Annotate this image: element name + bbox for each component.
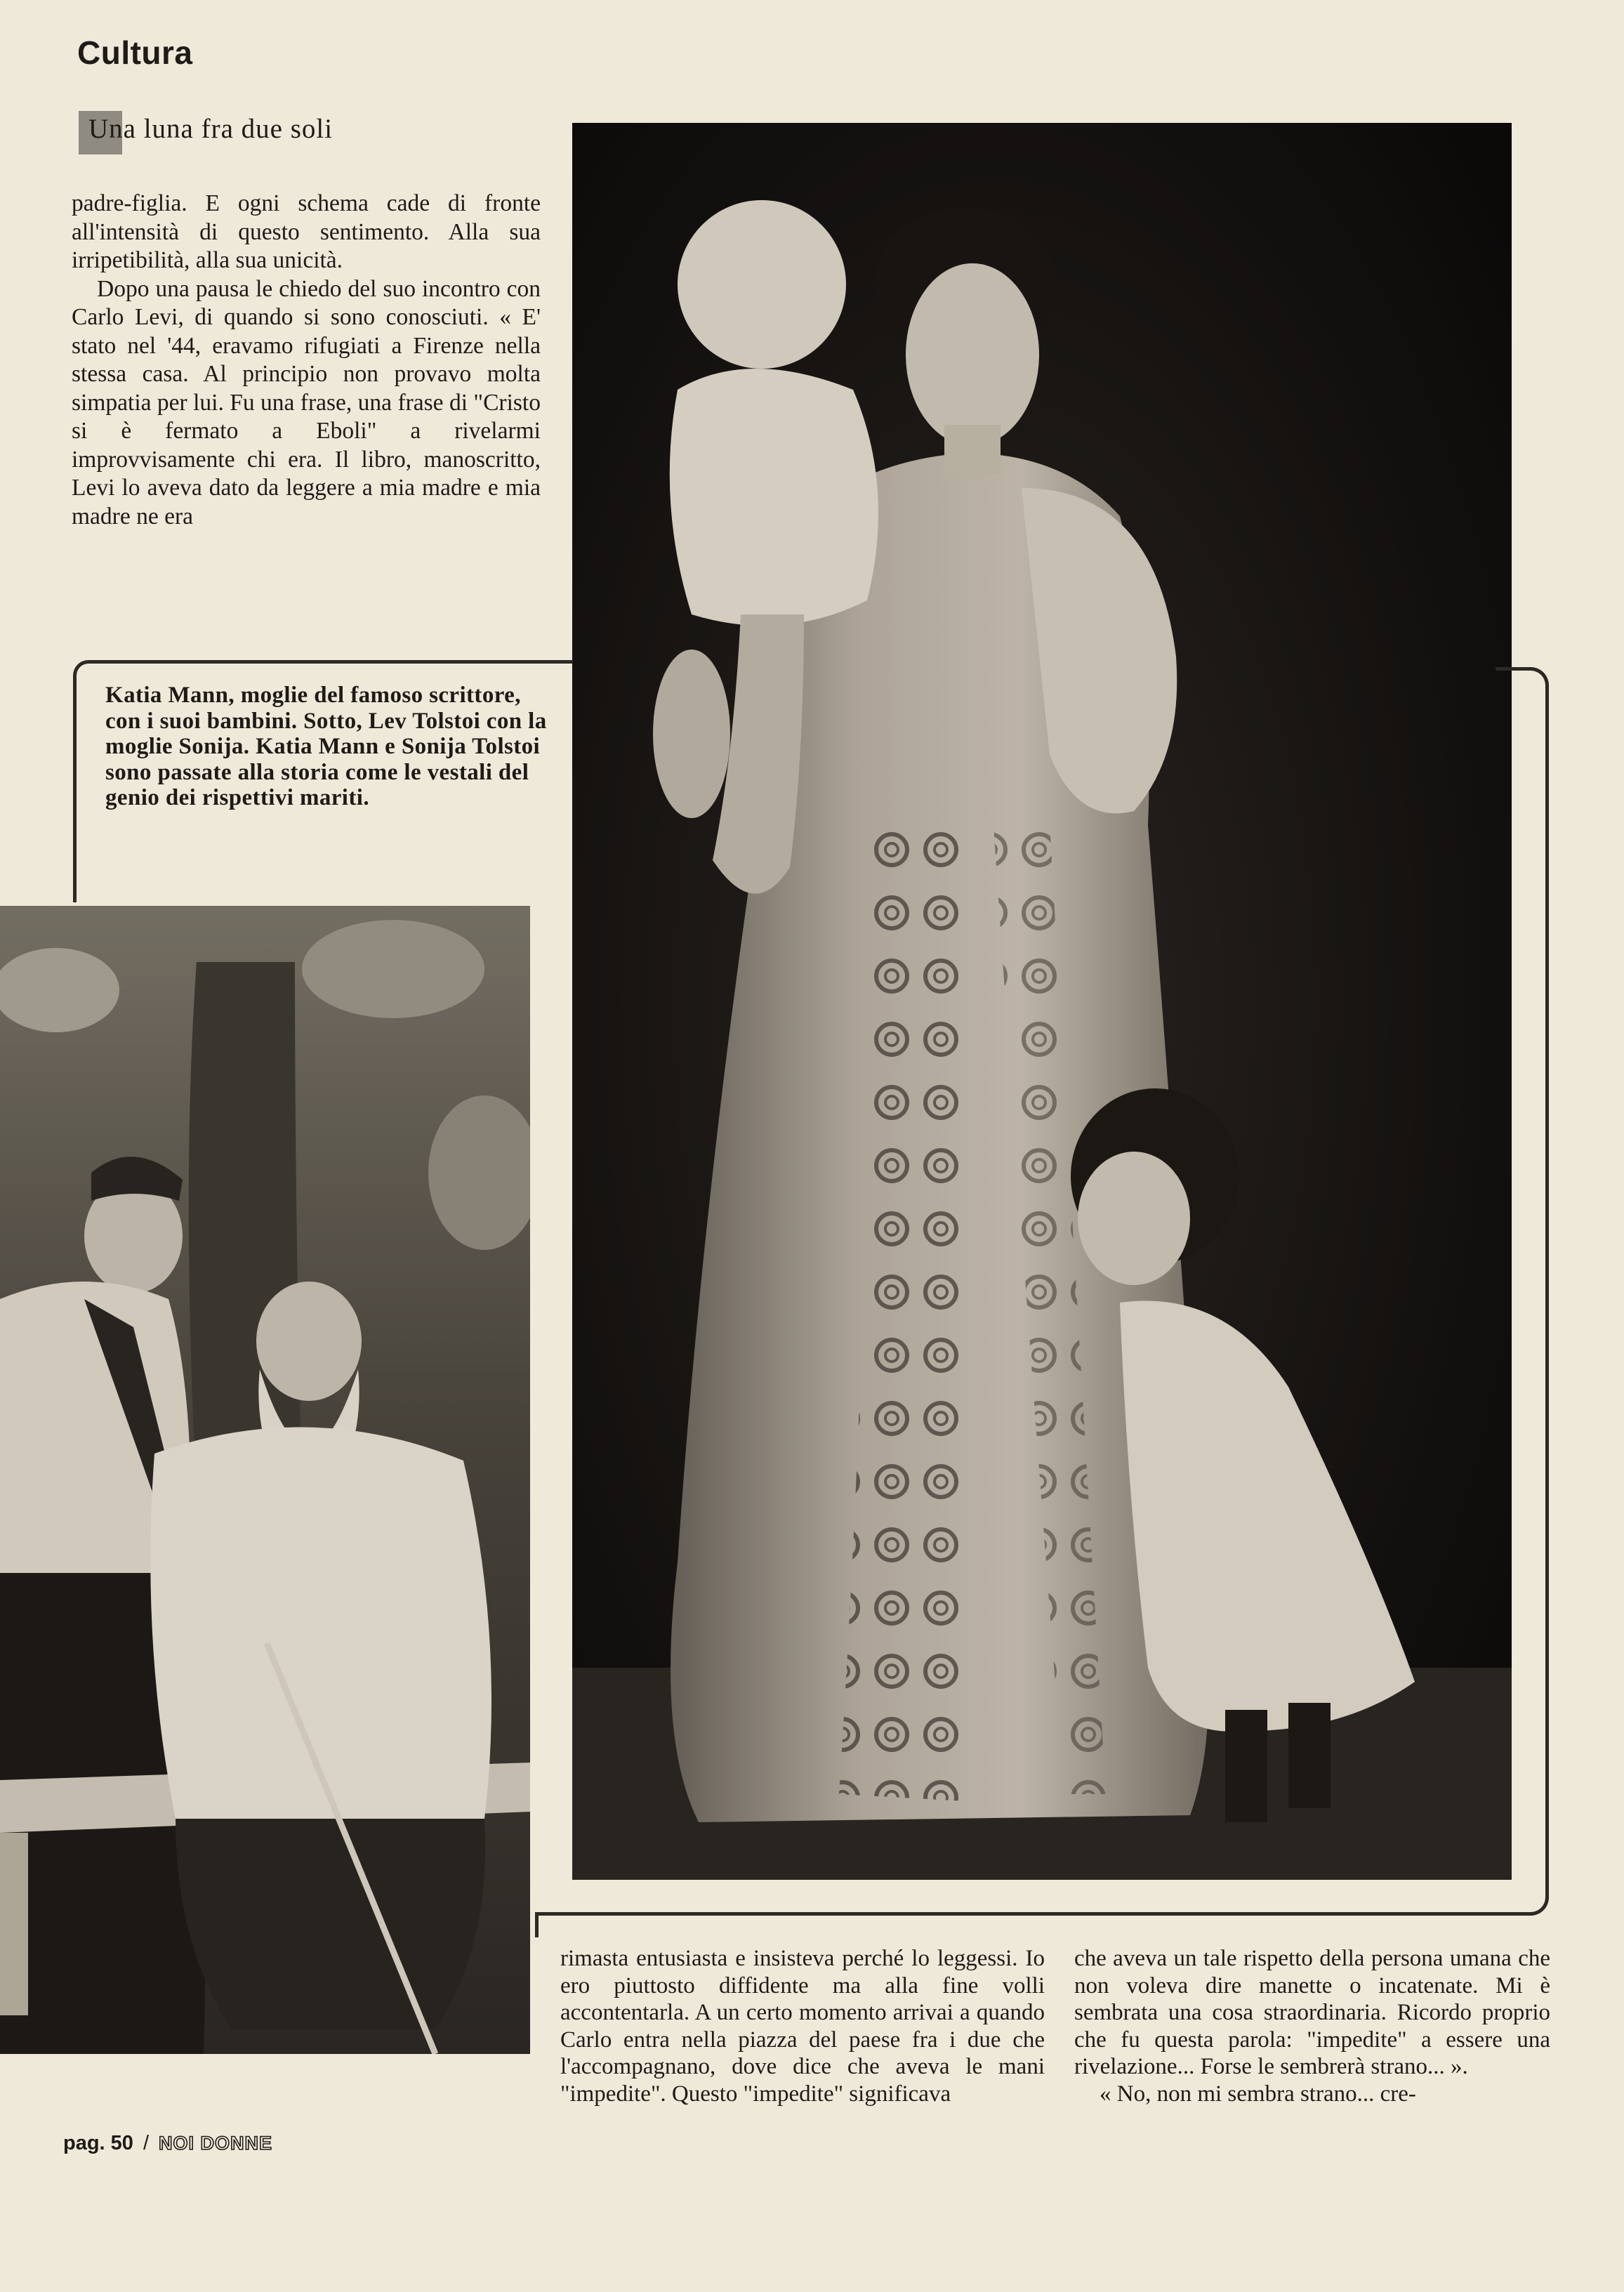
article-column-top [72, 190, 541, 531]
photo-caption: Katia Mann, moglie del famoso scrittore, con i suoi bambini. Sotto, Lev Tolstoi con la moglie Sonija. Katia Mann e Sonija Tolstoi sono passate alla storia come le vestali del genio dei rispettivi mariti. [105, 683, 547, 810]
footer-separator: / [143, 2132, 149, 2154]
page-number: pag. 50 [63, 2132, 133, 2154]
article-running-title [79, 107, 333, 150]
paragraph: rimasta entusiasta e insisteva perché lo leggessi. Io ero piuttosto diffidente ma alla fine volli accontentarla. A un certo momento arrivai a quando Carlo entra nella piazza del paese fra i due che l'accompagnano, dove dice che aveva le mani "impedite". Questo "impedite" significava [560, 1946, 1045, 2107]
photo-tolstoi [0, 906, 530, 2054]
page-footer [63, 2132, 272, 2155]
frame-line-right [1496, 667, 1549, 1916]
paragraph: padre-figlia. E ogni schema cade di fronte all'intensità di questo sentimento. Alla sua irripetibilità, alla sua unicità. [72, 190, 541, 273]
magazine-logo: NOI DONNE [159, 2133, 273, 2154]
frame-line-corner [535, 1912, 539, 1937]
article-column-bottom-left [560, 1945, 1045, 2107]
paragraph: Dopo una pausa le chiedo del suo incontro con Carlo Levi, di quando si sono conosciuti. « E' stato nel '44, eravamo rifugiati a Firenze nella stessa casa. Al principio non provavo molta simpatia per lui. Fu una frase, una frase di "Cristo si è fermato a Eboli" a rivelarmi improvvisamente chi era. Il libro, manoscritto, Levi lo aveva dato da leggere a mia madre e mia madre ne era [72, 275, 541, 529]
section-title: Cultura [77, 34, 193, 71]
frame-line-bottom [535, 1912, 1518, 1916]
photo-katia-mann [572, 123, 1512, 1880]
paragraph: che aveva un tale rispetto della persona umana che non voleva dire manette o incatenate. Mi è sembrata una cosa straordinaria. Ricordo proprio che fu questa parola: "impedite" a essere una rivelazione... Forse le sembrerà strano... ». [1074, 1946, 1550, 2079]
article-column-bottom-right [1074, 1945, 1550, 2107]
running-title-text: Una luna fra due soli [88, 113, 334, 144]
paragraph: « No, non mi sembra strano... cre- [1100, 2081, 1416, 2107]
photo-katia-mann-image [572, 123, 1512, 1880]
photo-tolstoi-image [0, 906, 530, 2054]
